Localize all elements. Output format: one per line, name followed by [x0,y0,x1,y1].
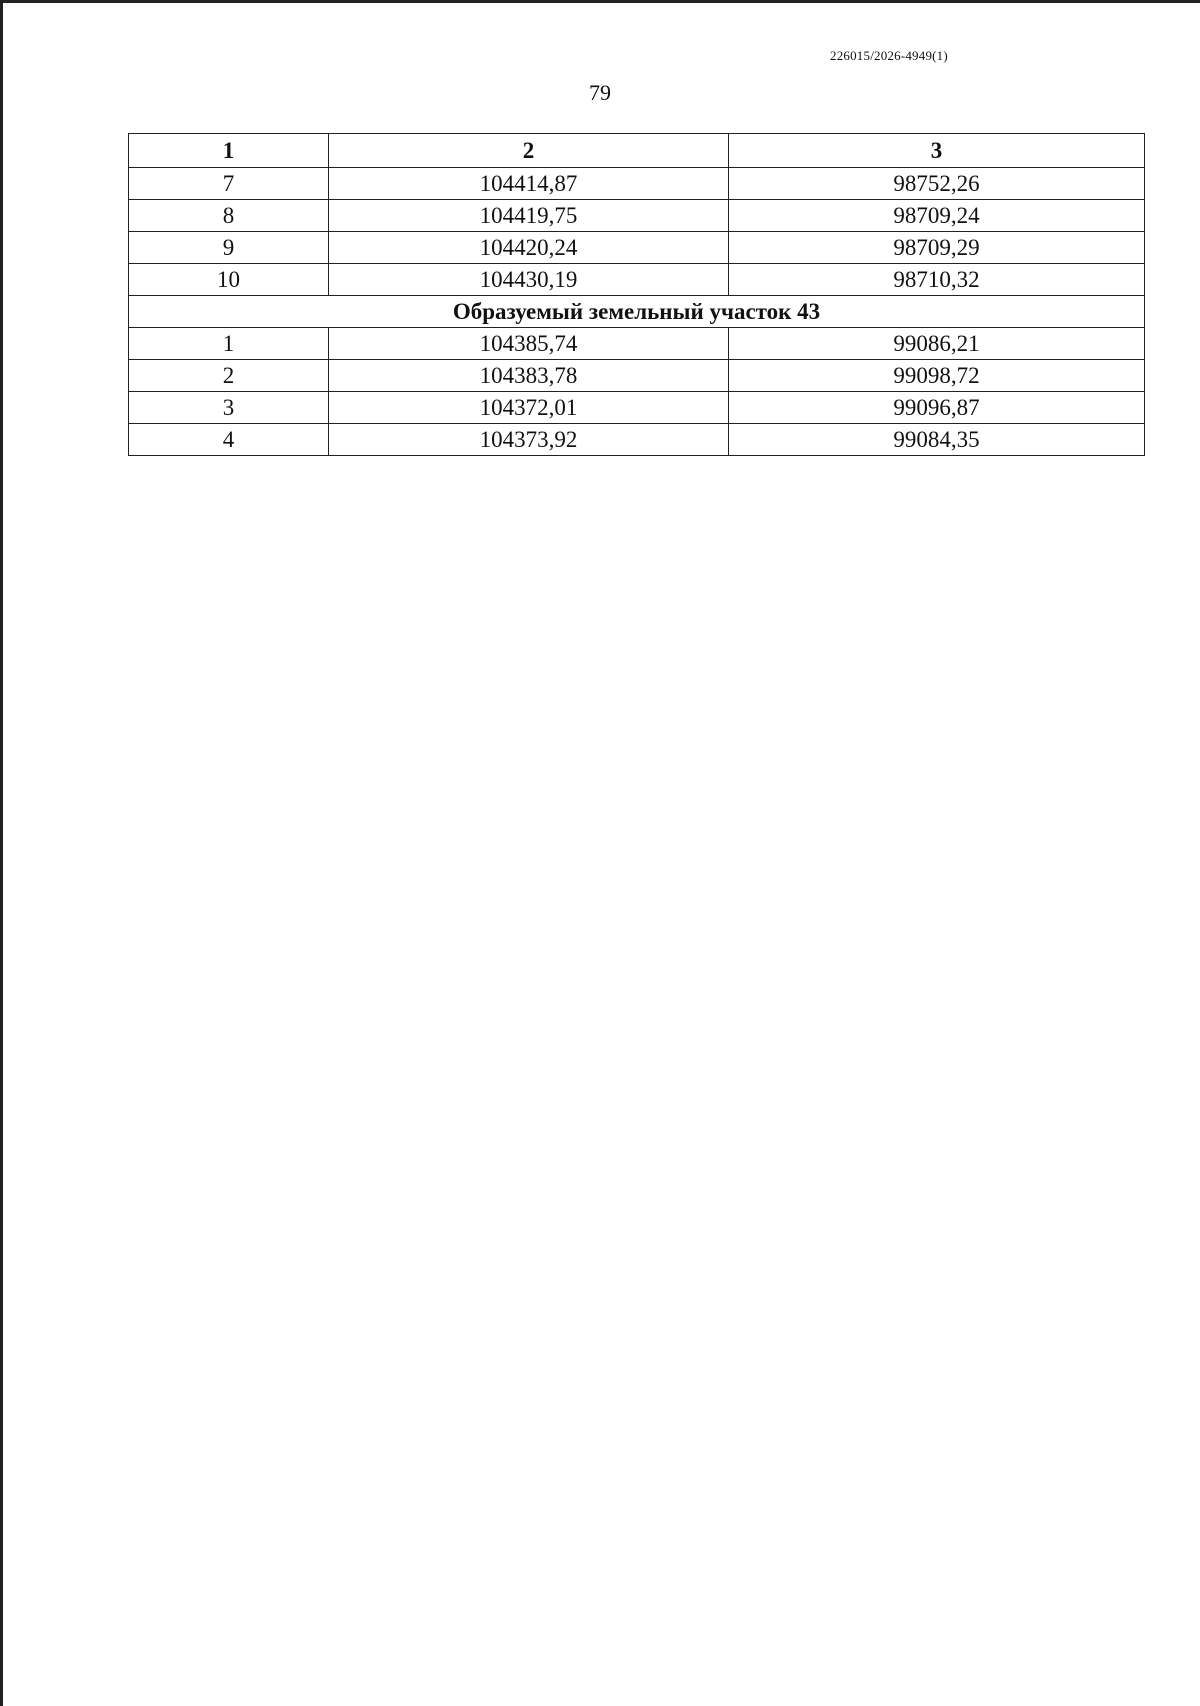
coordinate-x-cell: 104419,75 [329,200,729,232]
coordinate-y-cell: 98709,24 [729,200,1145,232]
table-row [129,168,1145,200]
column-header: 1 [129,134,329,168]
section-title: Образуемый земельный участок 43 [129,296,1145,328]
table-row [129,360,1145,392]
table-row [129,264,1145,296]
coordinate-x-cell: 104372,01 [329,392,729,424]
coordinate-x-cell: 104420,24 [329,232,729,264]
table-row [129,392,1145,424]
point-number-cell: 2 [129,360,329,392]
column-header: 3 [729,134,1145,168]
point-number-cell: 4 [129,424,329,456]
coordinates-table-body [129,134,1145,456]
coordinate-x-cell: 104383,78 [329,360,729,392]
scan-border-top [0,0,1200,3]
column-header: 2 [329,134,729,168]
coordinate-y-cell: 99086,21 [729,328,1145,360]
point-number-cell: 8 [129,200,329,232]
table-row [129,200,1145,232]
coordinates-table [128,133,1145,456]
coordinate-x-cell: 104414,87 [329,168,729,200]
coordinate-y-cell: 98752,26 [729,168,1145,200]
coordinate-y-cell: 99096,87 [729,392,1145,424]
coordinate-x-cell: 104373,92 [329,424,729,456]
point-number-cell: 7 [129,168,329,200]
coordinate-x-cell: 104430,19 [329,264,729,296]
table-header-row [129,134,1145,168]
point-number-cell: 10 [129,264,329,296]
coordinate-y-cell: 99084,35 [729,424,1145,456]
document-id: 226015/2026-4949(1) [830,48,948,63]
section-title-row [129,296,1145,328]
table-row [129,424,1145,456]
table-row [129,232,1145,264]
coordinate-x-cell: 104385,74 [329,328,729,360]
coordinate-y-cell: 98710,32 [729,264,1145,296]
point-number-cell: 9 [129,232,329,264]
coordinate-y-cell: 98709,29 [729,232,1145,264]
coordinate-y-cell: 99098,72 [729,360,1145,392]
table-row [129,328,1145,360]
point-number-cell: 3 [129,392,329,424]
point-number-cell: 1 [129,328,329,360]
page-number: 79 [589,80,611,105]
scan-border-left [0,0,3,1706]
